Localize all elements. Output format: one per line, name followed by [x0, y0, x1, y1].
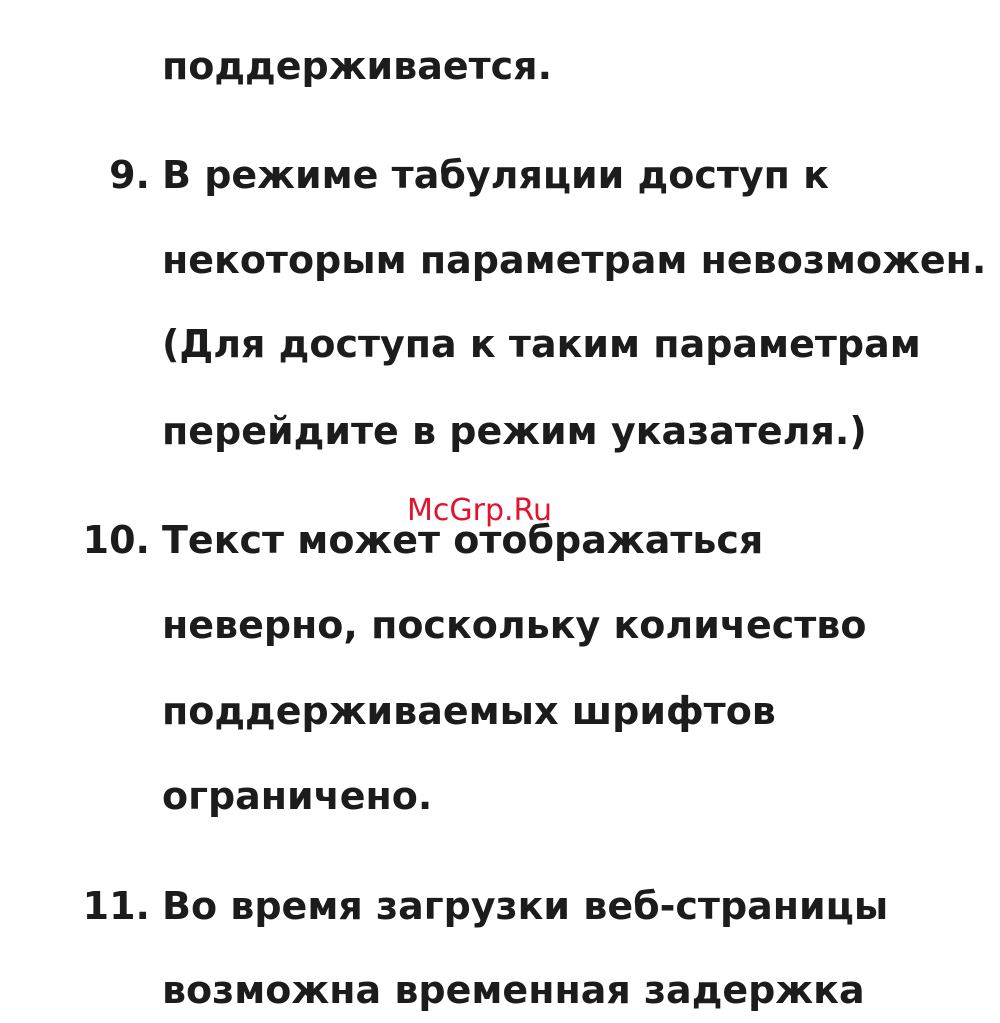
text-line: Во время загрузки веб-страницы	[162, 884, 889, 928]
text-line: поддерживается.	[162, 44, 553, 88]
list-number-10: 10.	[82, 518, 150, 562]
list-number-11: 11.	[82, 884, 150, 928]
text-line: (Для доступа к таким параметрам	[162, 322, 921, 366]
text-line: поддерживаемых шрифтов	[162, 689, 776, 733]
text-line: В режиме табуляции доступ к	[162, 153, 829, 197]
text-line: ограничено.	[162, 774, 433, 818]
list-number-9: 9.	[109, 153, 150, 197]
text-line: некоторым параметрам невозможен.	[162, 238, 987, 282]
text-line: перейдите в режим указателя.)	[162, 409, 867, 453]
text-line: Текст может отображаться	[162, 518, 764, 562]
text-line: возможна временная задержка	[162, 968, 865, 1012]
watermark-text: McGrp.Ru	[407, 493, 553, 528]
text-line: неверно, поскольку количество	[162, 603, 867, 647]
